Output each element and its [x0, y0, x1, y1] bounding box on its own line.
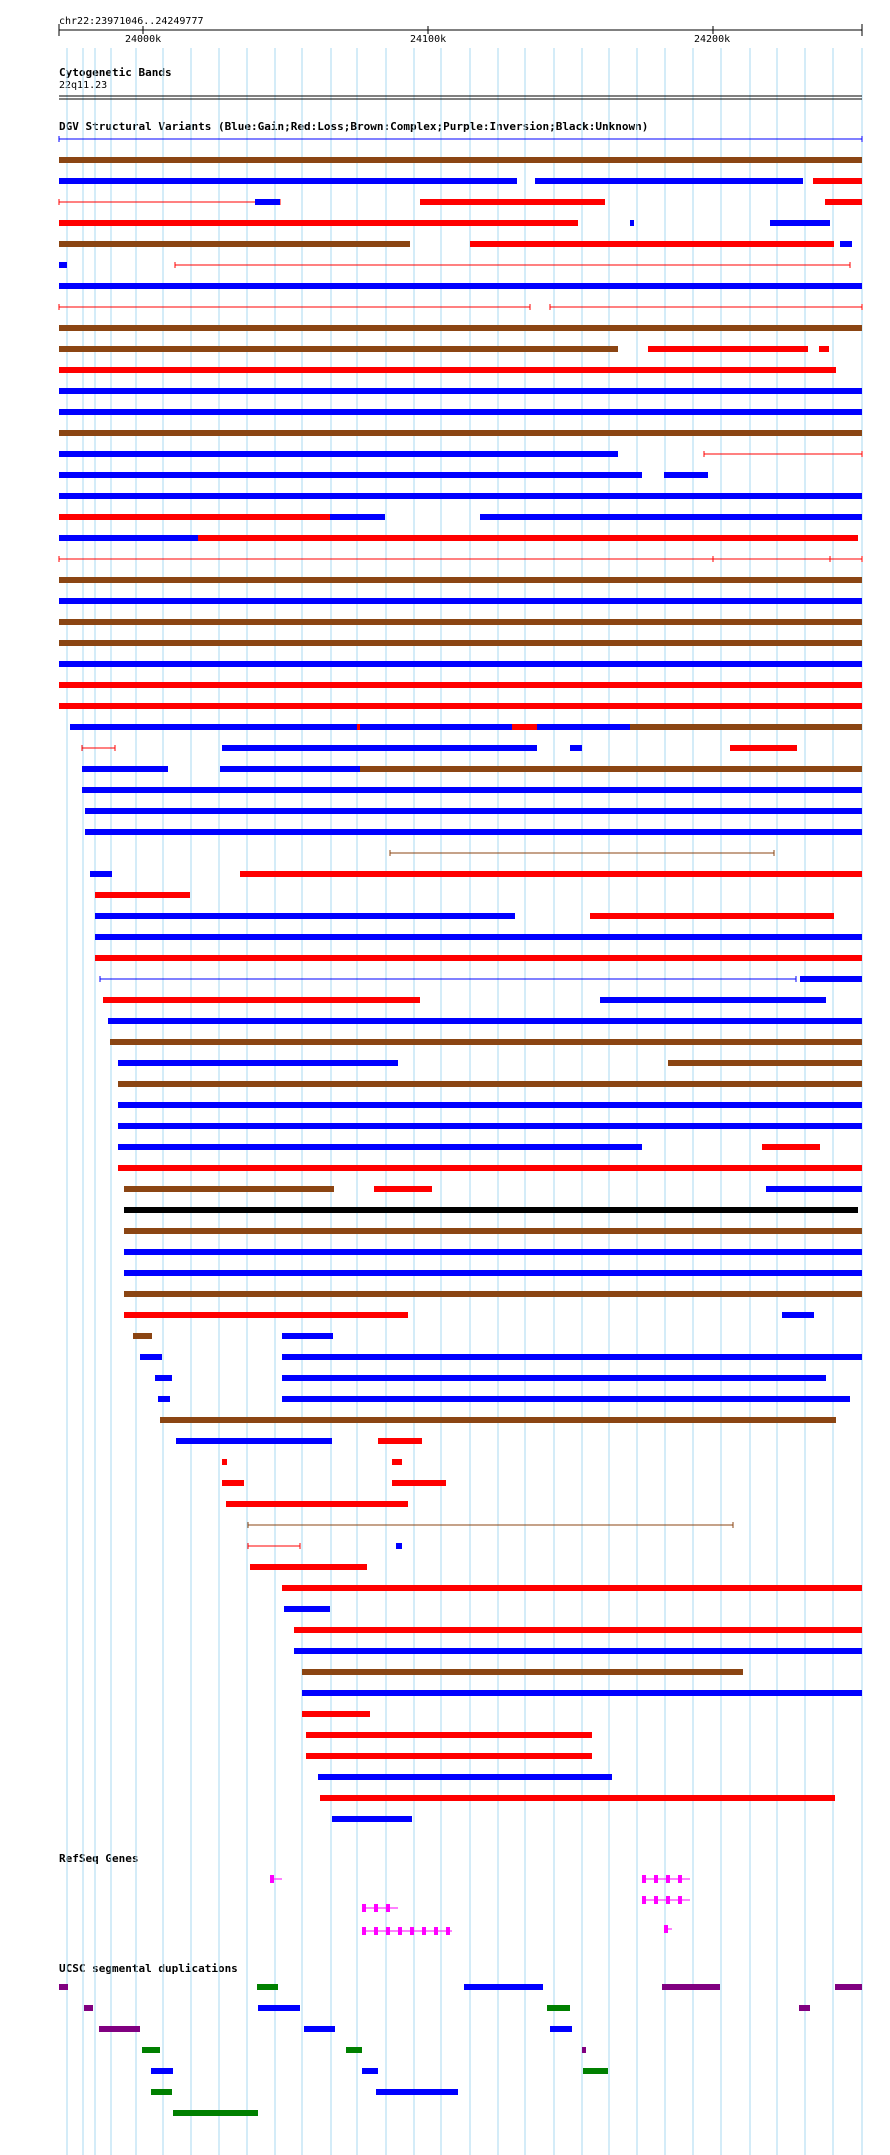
gene-exon [270, 1875, 274, 1883]
variant-bar [103, 997, 420, 1003]
variant-bar [59, 241, 410, 247]
variant-bar [318, 1774, 612, 1780]
variant-bar [59, 598, 862, 604]
variant-bar [59, 682, 862, 688]
variant-bar [220, 766, 360, 772]
gene-exon [654, 1875, 658, 1883]
variant-bar [59, 472, 642, 478]
variant-bar [110, 1039, 862, 1045]
variant-bar [176, 1438, 332, 1444]
variant-bar [282, 1375, 826, 1381]
variant-bar [124, 1207, 858, 1213]
ruler-tick-label: 24100k [410, 34, 447, 45]
variant-bar [600, 997, 826, 1003]
variant-bar [282, 1396, 850, 1402]
variant-bar [59, 262, 67, 268]
segdup-bar [376, 2089, 458, 2095]
segdup-bar [173, 2110, 258, 2116]
variant-bar [232, 808, 360, 814]
variant-bar [59, 388, 862, 394]
gene-exon [678, 1875, 682, 1883]
variant-bar [118, 1123, 862, 1129]
variant-bar [59, 577, 862, 583]
variant-bar [648, 346, 808, 352]
variant-bar [59, 346, 618, 352]
variant-bar [82, 766, 168, 772]
variant-bar [282, 1333, 333, 1339]
variant-bar [85, 829, 862, 835]
variant-bar [124, 1312, 408, 1318]
gene-exon [386, 1904, 390, 1912]
variant-bar [59, 430, 862, 436]
gene-exon [664, 1925, 668, 1933]
variant-bar [392, 1480, 446, 1486]
variant-bar [396, 1543, 402, 1549]
variant-bar [302, 1690, 862, 1696]
segdup-bar [59, 1984, 68, 1990]
variant-bar [378, 1438, 422, 1444]
gene-exon [666, 1875, 670, 1883]
variant-bar [570, 745, 582, 751]
variant-bar [255, 199, 280, 205]
variant-bar [198, 535, 858, 541]
segdup-bar [99, 2026, 140, 2032]
gene-exon [386, 1927, 390, 1935]
segdup-bar [547, 2005, 570, 2011]
variant-bar [480, 514, 862, 520]
variant-bar [302, 1711, 370, 1717]
gene-exon [446, 1927, 450, 1935]
segdup-bar [582, 2047, 586, 2053]
variant-bar [813, 178, 862, 184]
variant-bar [59, 535, 198, 541]
variant-bar [374, 1186, 432, 1192]
variant-bar [766, 1186, 862, 1192]
variant-bar [95, 892, 190, 898]
variant-bar [222, 745, 537, 751]
segdup-track-title[interactable]: UCSC segmental duplications [59, 1962, 238, 1975]
variant-bar [95, 913, 515, 919]
segdup-bar [362, 2068, 378, 2074]
variant-bar [59, 325, 862, 331]
variant-bar [306, 1732, 592, 1738]
segdup-bar [464, 1984, 543, 1990]
segdup-bar [151, 2089, 172, 2095]
gene-exon [374, 1927, 378, 1935]
gene-exon [642, 1896, 646, 1904]
variant-bar [90, 871, 112, 877]
variant-bar [730, 745, 797, 751]
variant-bar [124, 1249, 862, 1255]
variant-bar [222, 1459, 227, 1465]
cytoband-track-title[interactable]: Cytogenetic Bands [59, 66, 172, 79]
cytoband-label: 22q11.23 [59, 80, 108, 91]
segdup-bar [258, 2005, 300, 2011]
variant-bar [306, 1753, 592, 1759]
variant-bar [470, 241, 834, 247]
segdup-bar [662, 1984, 720, 1990]
variant-bar [59, 514, 330, 520]
variant-bar [85, 808, 232, 814]
variant-bar [59, 703, 862, 709]
variant-bar [332, 1816, 412, 1822]
variant-bar [140, 1354, 162, 1360]
variant-bar [59, 640, 862, 646]
variant-bar [330, 514, 385, 520]
variant-bar [392, 1459, 402, 1465]
variant-bar [108, 1018, 862, 1024]
gene-exon [362, 1927, 366, 1935]
segdup-bar [257, 1984, 278, 1990]
variant-bar [59, 157, 862, 163]
variant-bar [59, 178, 517, 184]
variant-bar [124, 1291, 862, 1297]
variant-bar [664, 472, 708, 478]
gene-exon [678, 1896, 682, 1904]
variant-bar [222, 1480, 244, 1486]
segdup-bar [304, 2026, 335, 2032]
variant-bar [284, 1606, 330, 1612]
gene-exon [422, 1927, 426, 1935]
variant-bar [59, 451, 618, 457]
region-label: chr22:23971046..24249777 [59, 16, 204, 27]
variant-bar [250, 1564, 367, 1570]
variant-bar [59, 409, 862, 415]
ruler-tick-label: 24000k [125, 34, 162, 45]
refseq-track-title[interactable]: RefSeq Genes [59, 1852, 139, 1865]
segdup-bar [151, 2068, 173, 2074]
variant-bar [800, 976, 862, 982]
variant-bar [282, 1585, 862, 1591]
variant-bar [294, 1648, 862, 1654]
segdup-bar [835, 1984, 862, 1990]
ruler-tick-label: 24200k [694, 34, 731, 45]
variant-bar [302, 1669, 743, 1675]
variant-bar [59, 220, 578, 226]
variant-bar [630, 220, 634, 226]
variant-bar [59, 493, 862, 499]
segdup-bar [550, 2026, 572, 2032]
variant-bar [240, 871, 862, 877]
variant-bar [770, 220, 830, 226]
variant-bar [118, 1102, 862, 1108]
variant-bar [118, 1144, 642, 1150]
variant-bar [124, 1228, 862, 1234]
segdup-bar [142, 2047, 160, 2053]
gene-exon [642, 1875, 646, 1883]
variant-bar [819, 346, 829, 352]
variant-bar [512, 724, 537, 730]
variant-bar [357, 724, 360, 730]
gene-exon [410, 1927, 414, 1935]
variant-bar [59, 283, 862, 289]
variant-bar [158, 1396, 170, 1402]
variant-bar [59, 619, 862, 625]
variant-bar [118, 1165, 862, 1171]
variant-bar [360, 766, 862, 772]
gene-exon [654, 1896, 658, 1904]
variant-bar [762, 1144, 820, 1150]
variant-bar [226, 1501, 408, 1507]
segdup-bar [84, 2005, 93, 2011]
variant-bar [840, 241, 852, 247]
variant-bar [95, 955, 862, 961]
segdup-bar [799, 2005, 810, 2011]
variant-bar [124, 1186, 334, 1192]
gene-exon [434, 1927, 438, 1935]
variant-bar [124, 1270, 862, 1276]
variant-bar [155, 1375, 172, 1381]
gene-exon [666, 1896, 670, 1904]
variant-bar [420, 199, 605, 205]
variant-bar [535, 178, 803, 184]
variant-bar [590, 913, 834, 919]
variant-bar [294, 1627, 862, 1633]
variant-bar [118, 1081, 862, 1087]
gene-exon [362, 1904, 366, 1912]
segdup-bar [583, 2068, 608, 2074]
variant-bar [668, 1060, 862, 1066]
variant-bar [825, 199, 862, 205]
variant-bar [782, 1312, 814, 1318]
dgv-track-title[interactable]: DGV Structural Variants (Blue:Gain;Red:Loss;Brown:Complex;Purple:Inversion;Black:Unknown) [59, 120, 649, 133]
variant-bar [59, 661, 862, 667]
variant-bar [59, 367, 836, 373]
variant-bar [360, 808, 862, 814]
variant-bar [160, 1417, 836, 1423]
segdup-bar [346, 2047, 362, 2053]
variant-bar [82, 787, 862, 793]
variant-bar [133, 1333, 152, 1339]
variant-bar [95, 934, 862, 940]
variant-bar [282, 1354, 862, 1360]
variant-bar [630, 724, 862, 730]
variant-bar [320, 1795, 835, 1801]
gene-exon [374, 1904, 378, 1912]
variant-bar [118, 1060, 398, 1066]
gene-exon [398, 1927, 402, 1935]
